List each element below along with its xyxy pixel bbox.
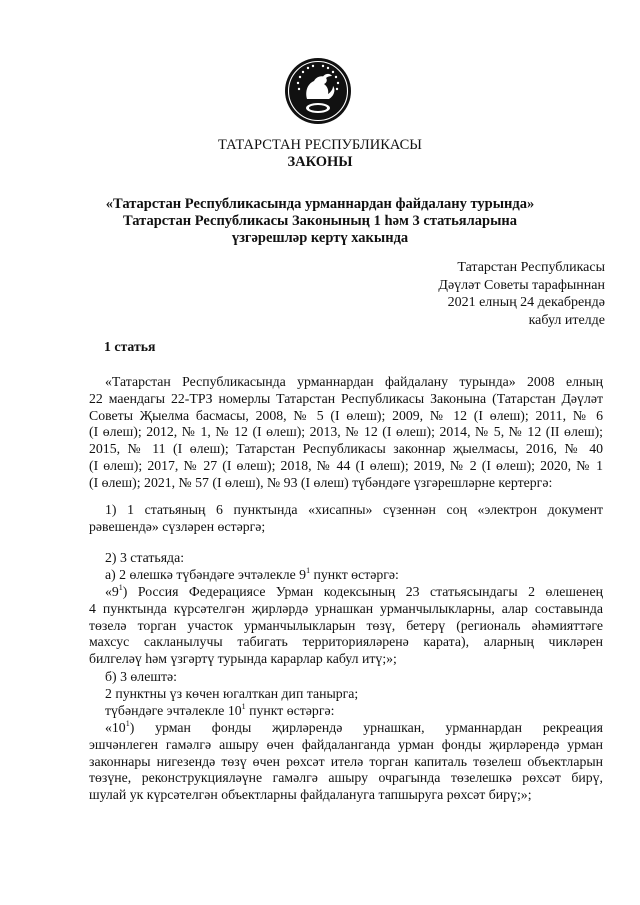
item-2a: а) 2 өлешкә түбәндәге эчтәлекле $9^1$ пункт өстәргә: xyxy=(105,566,399,582)
article-heading: 1 статья xyxy=(104,339,156,354)
title-line-2: Татарстан Республикасы Законының 1 һәм 3 статьяларына xyxy=(122,213,518,229)
intro-line: (I өлеш); 2012, № 1, № 12 (I өлеш); 2013, № 12 (I өлеш); 2014, № 5, № 12 (II өлеш); xyxy=(89,424,603,440)
point-9-1-line: махсус сакланылучы табигать территорияләренә карата), аларның чикләрен xyxy=(89,634,603,650)
adoption-line-3: 2021 елның 24 декабрендә xyxy=(447,295,605,310)
adoption-line-4: кабул ителде xyxy=(528,312,605,328)
intro-line: 22 маендагы 22-ТРЗ номерлы Татарстан Республикасы Законына (Татарстан Дәүләт xyxy=(89,390,603,406)
title-line-1: «Татарстан Республикасында урманнардан файдалану турында» xyxy=(105,196,535,212)
intro-line: 2015, № 11 (I өлеш); Татарстан Республикасы законнар җыелмасы, 2016, № 40 xyxy=(89,441,603,457)
intro-line: (I өлеш); 2017, № 27 (I өлеш); 2018, № 44 (I өлеш); 2019, № 2 (I өлеш); 2020, № 1 xyxy=(89,457,603,473)
point-9-1-line: 4 пунктында күрсәтелгән җирләрдә урнашкан урманчылыкларны, алар составында xyxy=(89,600,603,616)
adoption-line-2: Дәүләт Советы тарафыннан xyxy=(438,277,605,293)
adoption-line-1: Татарстан Республикасы xyxy=(457,260,605,275)
article-intro-paragraph xyxy=(89,374,603,492)
intro-line: «Татарстан Республикасында урманнардан файдалану турында» 2008 елның xyxy=(105,374,603,389)
point-9-1-last-line: билгеләү һәм үзгәртү турында карарлар кабул итү;»; xyxy=(89,651,397,667)
header-law: ЗАКОНЫ xyxy=(287,154,353,170)
title-line-3: үзгәрешләр кертү хакында xyxy=(231,230,409,246)
point-10-1-last-line: шулай ук күрсәтелгән объектларны файдалануга тапшыруга рөхсәт бирү;»; xyxy=(89,787,532,803)
coat-of-arms-emblem xyxy=(283,56,353,126)
adoption-block xyxy=(438,259,605,329)
point-10-1-first-line: «$10^1$) урман фонды җирләрендә урнашкан, урманнардан рекреация xyxy=(105,719,603,735)
item-1-line: рәвешендә» сүзләрен өстәргә; xyxy=(89,518,266,534)
item-1-line: 1) 1 статьяның 6 пунктында «хисапны» сүзеннән соң «электрон документ xyxy=(105,502,603,517)
intro-line: Советы Җыелма басмасы, 2008, № 5 (I өлеш); 2009, № 12 (I өлеш); 2011, № 6 xyxy=(89,407,603,423)
header-republic: ТАТАРСТАН РЕСПУБЛИКАСЫ xyxy=(218,137,422,153)
point-9-1-first-line: «$9^1$) Россия Федерациясе Урман кодексының 23 статьясындагы 2 өлешенең xyxy=(105,583,603,599)
point-9-1-paragraph xyxy=(89,584,603,668)
point-10-1-line: законнары нигезендә төзү өчен рөхсәт ителә торган капиталь төзелеш объектларын xyxy=(89,753,603,769)
item-2-heading: 2) 3 статьяда: xyxy=(105,550,185,565)
item-1-paragraph xyxy=(89,502,603,536)
point-9-1-line: төзелә торган участок урманчылыкларын төзү, бетерү (региональ әһәмияттәге xyxy=(89,617,603,633)
point-10-1-line: эшчәнлеген гамәлгә ашыру өчен файдаланганда урман фонды җирләрендә урман xyxy=(89,736,603,752)
item-2b-line-1: 2 пунктны үз көчен югалткан дип танырга; xyxy=(105,686,359,701)
intro-line: (I өлеш); 2021, № 57 (I өлеш), № 93 (I өлеш) түбәндәге үзгәрешләрне кертергә: xyxy=(89,474,553,490)
item-2b-line-2: түбәндәге эчтәлекле $10^1$ пункт өстәргә: xyxy=(105,702,335,718)
point-10-1-paragraph xyxy=(89,720,603,804)
point-10-1-line: төзүне, реконструкцияләүне гамәлгә ашыру очрагында төзелешкә рөхсәт бирү, xyxy=(89,770,603,786)
item-2b: б) 3 өлештә: xyxy=(105,669,177,684)
